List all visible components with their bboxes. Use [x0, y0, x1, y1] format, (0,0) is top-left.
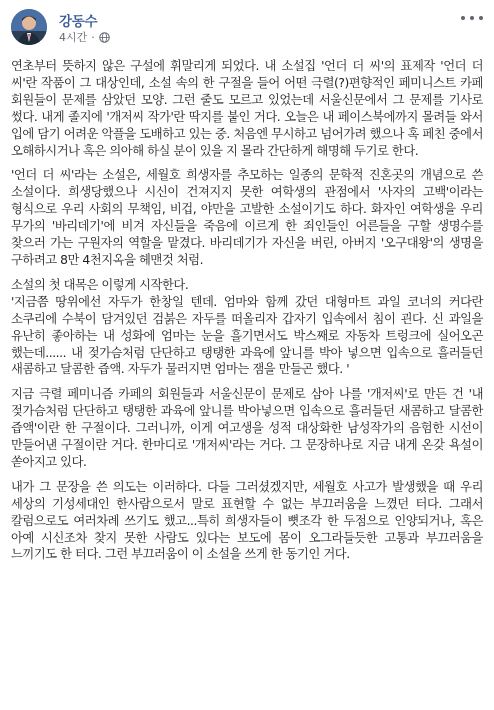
paragraph-1: 연초부터 뜻하지 않은 구설에 휘말리게 되었다. 내 소설집 '언더 더 씨'의 표제작 '언더 더 씨'란 작품이 그 대상인데, 소설 속의 한 구절을 들어 어떤 극렬(?)편향적인 페미니스트 카페 회원들이 문제를 삼았던 모양. 그런 줄도 모르고 있었는데 서울신문에서 그 문제를 기사로 썼다. 내게 졸지에 '개저씨 작가'란 딱지를 붙인 거다. 오늘은 내 페이스북에까지 몰려들 와서 입에 담기 어려운 악플을 도배하고 있는 중. 처음엔 무시하고 넘어가려 했으나 혹 페친 중에서 오해하시거나 혹은 의아해 하실 분이 있을 지 몰라 간단하게 해명해 두기로 한다.	[11, 59, 483, 158]
post-body	[11, 58, 483, 571]
globe-icon[interactable]	[99, 32, 110, 43]
paragraph-4: 지금 극렬 페미니즘 카페의 회원들과 서울신문이 문제로 삼아 나를 '개저씨'로 만든 건 '내 젖가슴처럼 단단하고 탱탱한 과육에 앞니를 박아넣으면 입속으로 흘러들던 새콤하고 달콤한 즙액'이란 한 구절이다. 그러니까, 이게 여고생을 성적 대상화한 남성작가의 음험한 시선이 만들어낸 구절이란 거다. 한마디로 '개저씨'라는 거다. 그 문장하나로 지금 내게 온갖 욕설이 쏟아지고 있다.	[11, 387, 483, 469]
paragraph-2: '언더 더 씨'라는 소설은, 세월호 희생자를 추모하는 일종의 문학적 진혼곳의 개념으로 쓴 소설이다. 희생당했으나 시신이 건져지지 못한 여학생의 관점에서 '사자의 고백'이라는 형식으로 우리 사회의 무책임, 비겁, 야만을 고발한 소설이기도 하다. 화자인 여학생을 우리 무가의 '바리데기'에 비겨 자신들을 죽음에 이르게 한 죄인들인 어른들을 구할 생명수를 찾으러 가는 구원자의 역할을 맡겼다. 바리데기가 자신을 버린, 아버지 '오구대왕'의 생명을 구하려고 8만 4천지옥을 헤맨것 처럼.	[11, 168, 483, 267]
post-meta	[59, 29, 110, 45]
more-options-icon[interactable]	[461, 11, 483, 25]
separator-dot: ·	[91, 30, 95, 44]
author-name[interactable]: 강동수	[59, 14, 98, 30]
post-time[interactable]: 4시간	[59, 31, 88, 44]
avatar[interactable]	[11, 9, 47, 45]
post-header	[11, 9, 483, 45]
paragraph-3: 소설의 첫 대목은 이렇게 시작한다. '지금쯤 땅위에선 자두가 한창일 텐데. 엄마와 함께 갔던 대형마트 과일 코너의 커다란 소쿠리에 수북이 담겨있던 검붉은 자두를 떠올리자 갑자기 입속에서 침이 괸다. 신 과일을 유난히 좋아하는 내 성화에 엄마는 눈을 흘기면서도 박스째로 자동차 트렁크에 실어오곤 했는데...... 내 젖가슴처럼 단단하고 탱탱한 과육에 앞니를 박아 넣으면 입속으로 흘러들던 새콤하고 달콤한 즙액. 자두가 물러지면 엄마는 잼을 만들곤 했다. '	[11, 277, 483, 377]
paragraph-5: 내가 그 문장을 쓴 의도는 이러하다. 다들 그러셨겠지만, 세월호 사고가 발생했을 때 우리 세상의 기성세대인 한사람으로서 말로 표현할 수 없는 부끄러움을 느꼈던 터다. 그래서 칼럼으로도 여러차례 쓰기도 했고...특히 희생자들이 뼛조각 한 두점으로 인양되거나, 혹은 아예 시신조차 찾지 못한 사람도 있다는 보도에 몸이 오그라들듯한 고통과 부끄러움을 느끼기도 한 터다. 그런 부끄러움이 이 소설을 쓰게 한 동기인 거다.	[11, 479, 483, 562]
